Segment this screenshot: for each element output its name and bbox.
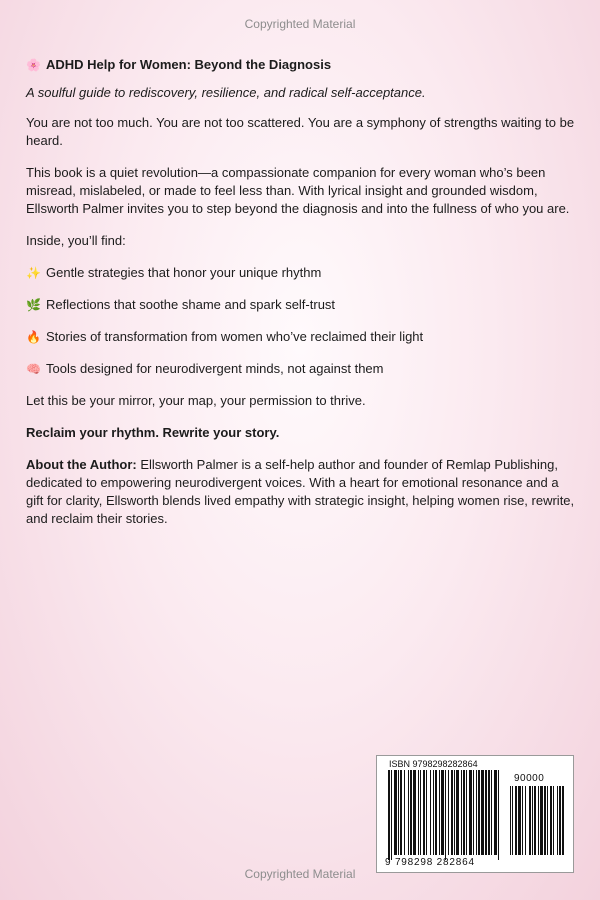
book-title-row	[26, 56, 578, 74]
copyright-watermark-bottom: Copyrighted Material	[244, 867, 356, 881]
bullet-item	[26, 328, 578, 346]
bullet-item	[26, 360, 578, 378]
about-label: About the Author:	[26, 457, 137, 472]
price-code: 90000	[514, 773, 545, 784]
book-title: ADHD Help for Women: Beyond the Diagnosis	[46, 57, 332, 72]
bullet-text: Stories of transformation from women who’ve reclaimed their light	[46, 329, 424, 344]
intro-paragraph: You are not too much. You are not too scattered. You are a symphony of strengths waiting to be heard.	[26, 115, 575, 148]
reclaim-line: Reclaim your rhythm. Rewrite your story.	[26, 425, 280, 440]
inside-heading: Inside, you’ll find:	[26, 233, 126, 248]
fire-icon: 🔥	[26, 330, 41, 344]
isbn-label: ISBN 9798298282864	[389, 759, 478, 769]
isbn-number: 9 798298 282864	[385, 857, 475, 868]
mirror-line: Let this be your mirror, your map, your permission to thrive.	[26, 393, 366, 408]
herb-icon: 🌿	[26, 298, 41, 312]
sparkles-icon: ✨	[26, 266, 41, 280]
description-paragraph: This book is a quiet revolution—a compassionate companion for every woman who’s been misread, mislabeled, or made to feel less than. With lyrical insight and grounded wisdom, Ellsworth Palmer invites you to step beyond the diagnosis and into the fullness of who you are.	[26, 165, 570, 216]
brain-icon: 🧠	[26, 362, 41, 376]
bullet-text: Gentle strategies that honor your unique rhythm	[46, 265, 322, 280]
flower-icon: 🌸	[26, 58, 41, 72]
back-cover-text	[26, 56, 578, 542]
bullet-item	[26, 264, 578, 282]
about-author	[26, 456, 578, 528]
tagline: A soulful guide to rediscovery, resilience, and radical self-acceptance.	[26, 85, 426, 100]
bullet-text: Tools designed for neurodivergent minds, not against them	[46, 361, 384, 376]
about-text: Ellsworth Palmer is a self-help author and founder of Remlap Publishing, dedicated to empowering neurodivergent voices. With a heart for emotional resonance and a gift for clarity, Ellsworth blends lived empathy with strategic insight, helping women rise, rewrite, and reclaim their stories.	[26, 457, 575, 526]
isbn-barcode	[376, 755, 574, 873]
copyright-watermark-top: Copyrighted Material	[244, 17, 356, 31]
bullet-item	[26, 296, 578, 314]
bullet-text: Reflections that soothe shame and spark self-trust	[46, 297, 336, 312]
